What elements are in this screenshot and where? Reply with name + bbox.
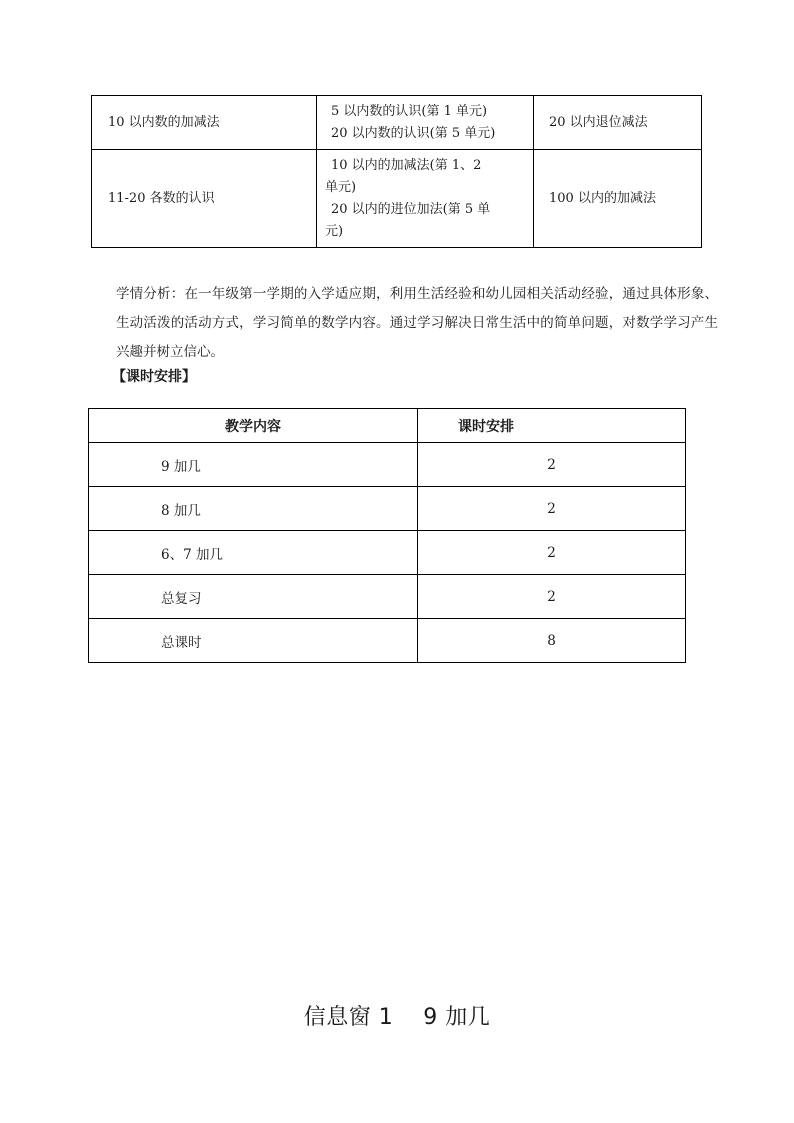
table-row (89, 443, 686, 487)
schedule-table (88, 408, 686, 663)
section-title-left: 信息窗 1 (303, 1005, 394, 1030)
lesson-hours: 2 (418, 487, 686, 531)
lesson-hours: 2 (418, 531, 686, 575)
cell-line: 10 以内的加减法(第 1、2 (331, 157, 482, 173)
table-cell: 11-20 各数的认识 (92, 150, 317, 248)
table-cell: 20 以内退位减法 (534, 96, 702, 150)
column-header: 教学内容 (89, 409, 418, 443)
analysis-label: 学情分析： (116, 286, 185, 302)
section-title-right: 9 加几 (423, 1005, 491, 1030)
table-row (89, 619, 686, 663)
table-row (89, 531, 686, 575)
lesson-content: 8 加几 (89, 487, 418, 531)
column-header: 课时安排 (418, 409, 686, 443)
table-row (89, 575, 686, 619)
cell-line: 元) (325, 223, 344, 239)
section-title (0, 1000, 794, 1031)
lesson-hours: 2 (418, 575, 686, 619)
lesson-content: 总课时 (89, 619, 418, 663)
cell-line: 5 以内数的认识(第 1 单元) (331, 103, 488, 119)
lesson-content: 6、7 加几 (89, 531, 418, 575)
section-heading: 【课时安排】 (112, 369, 196, 385)
table-cell (317, 96, 534, 150)
table-cell (317, 150, 534, 248)
analysis-paragraph (116, 280, 718, 367)
lesson-content: 9 加几 (89, 443, 418, 487)
table-cell: 10 以内数的加减法 (92, 96, 317, 150)
table-row (92, 96, 702, 150)
table-row (89, 487, 686, 531)
cell-line: 20 以内的进位加法(第 5 单 (331, 201, 491, 217)
cell-line: 20 以内数的认识(第 5 单元) (331, 125, 496, 141)
table-cell: 100 以内的加减法 (534, 150, 702, 248)
curriculum-table (91, 95, 702, 248)
lesson-hours: 2 (418, 443, 686, 487)
table-header-row (89, 409, 686, 443)
table-row (92, 150, 702, 248)
lesson-content: 总复习 (89, 575, 418, 619)
lesson-hours: 8 (418, 619, 686, 663)
analysis-text: 在一年级第一学期的入学适应期，利用生活经验和幼儿园相关活动经验，通过具体形象、生动活泼的活动方式，学习简单的数学内容。通过学习解决日常生活中的简单问题，对数学学习产生兴趣并树立信心。 (116, 286, 719, 360)
cell-line: 单元) (325, 179, 357, 195)
